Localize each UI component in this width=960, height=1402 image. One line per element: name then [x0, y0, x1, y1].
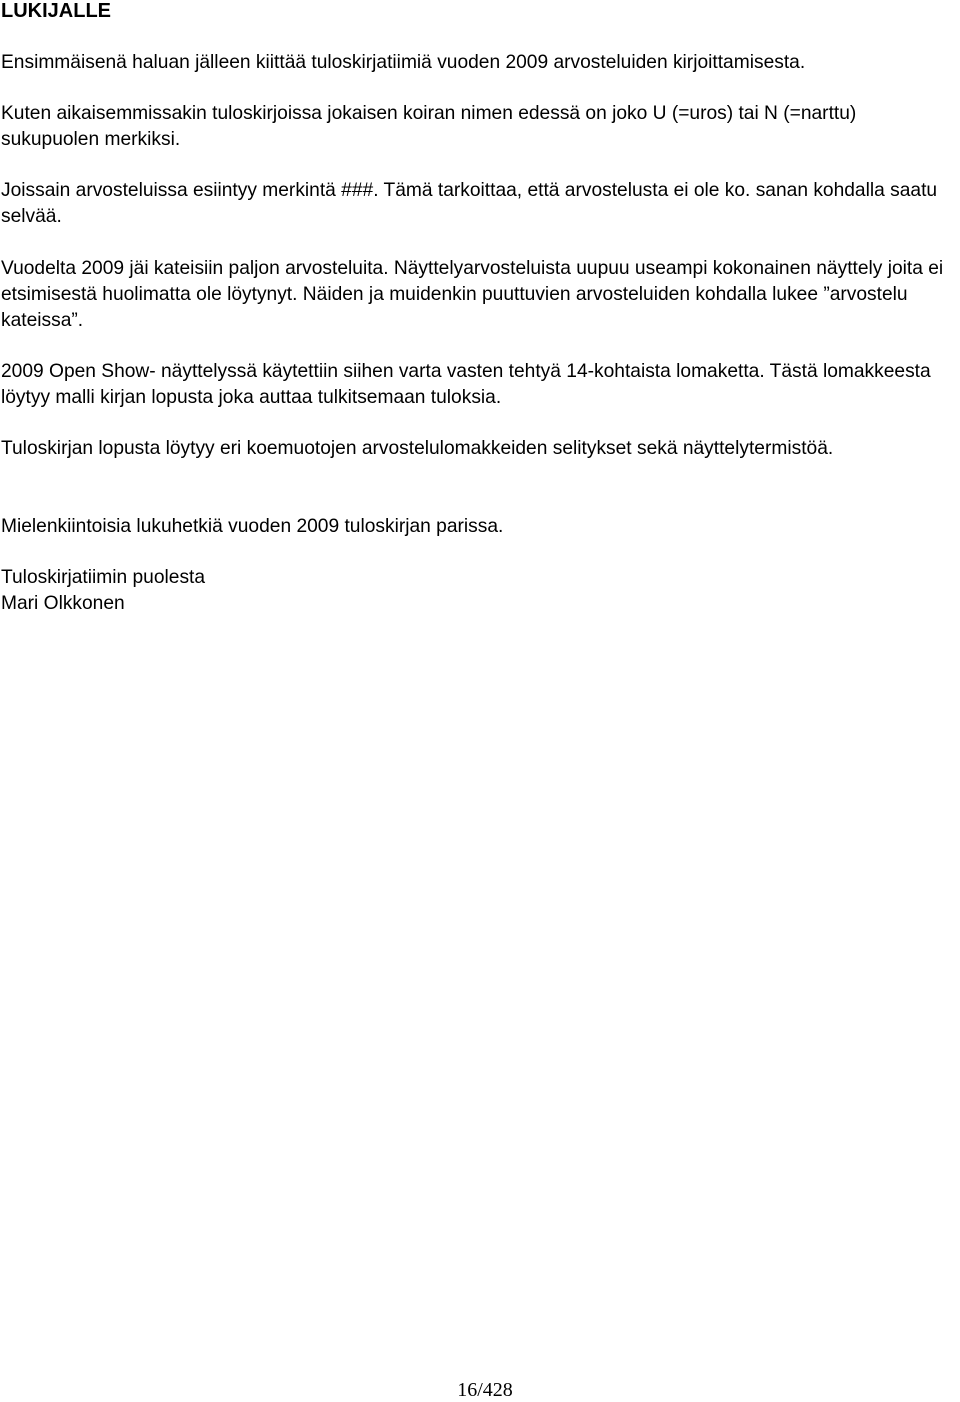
- paragraph-open-show-text: 2009 Open Show- näyttelyssä käytettiin siihen varta vasten tehtyä 14-kohtaista lomaketta. Tästä lomakkeesta löytyy malli kirjan lopusta joka auttaa tulkitsemaan tuloksia.: [1, 361, 931, 408]
- paragraph-missing-reviews-text: Vuodelta 2009 jäi kateisiin paljon arvosteluita. Näyttelyarvosteluista uupuu useampi kokonainen näyttely joita ei etsimisestä huolimatta ole löytynyt. Näiden ja muidenkin puuttuvien arvosteluiden kohdalla lukee ”arvostelu kateissa”.: [1, 258, 944, 331]
- paragraph-closing: [1, 514, 959, 540]
- paragraph-explanations-text: Tuloskirjan lopusta löytyy eri koemuotojen arvostelulomakkeiden selitykset sekä näyttelytermistöä.: [1, 438, 834, 459]
- paragraph-explanations: [1, 436, 959, 462]
- page-heading: LUKIJALLE: [1, 0, 111, 22]
- paragraph-hash-marker: [1, 178, 959, 230]
- paragraph-missing-reviews: [1, 256, 959, 334]
- paragraph-hash-marker-text: Joissain arvosteluissa esiintyy merkintä ###. Tämä tarkoittaa, että arvostelusta ei ole ko. sanan kohdalla saatu selvää.: [1, 180, 938, 227]
- signature-name: Mari Olkkonen: [1, 593, 125, 614]
- signature-block: [1, 565, 959, 617]
- paragraph-gender-markers-text: Kuten aikaisemmissakin tuloskirjoissa jokaisen koiran nimen edessä on joko U (=uros) tai N (=narttu) sukupuolen merkiksi.: [1, 103, 857, 150]
- paragraph-gender-markers: [1, 101, 959, 153]
- paragraph-thanks: [1, 50, 959, 76]
- paragraph-thanks-text: Ensimmäisenä haluan jälleen kiittää tuloskirjatiimiä vuoden 2009 arvosteluiden kirjoittamisesta.: [1, 52, 806, 73]
- signature-team: Tuloskirjatiimin puolesta: [1, 567, 206, 588]
- paragraph-closing-text: Mielenkiintoisia lukuhetkiä vuoden 2009 tuloskirjan parissa.: [1, 516, 504, 537]
- page-number: 16/428: [457, 1379, 513, 1401]
- paragraph-open-show: [1, 359, 959, 411]
